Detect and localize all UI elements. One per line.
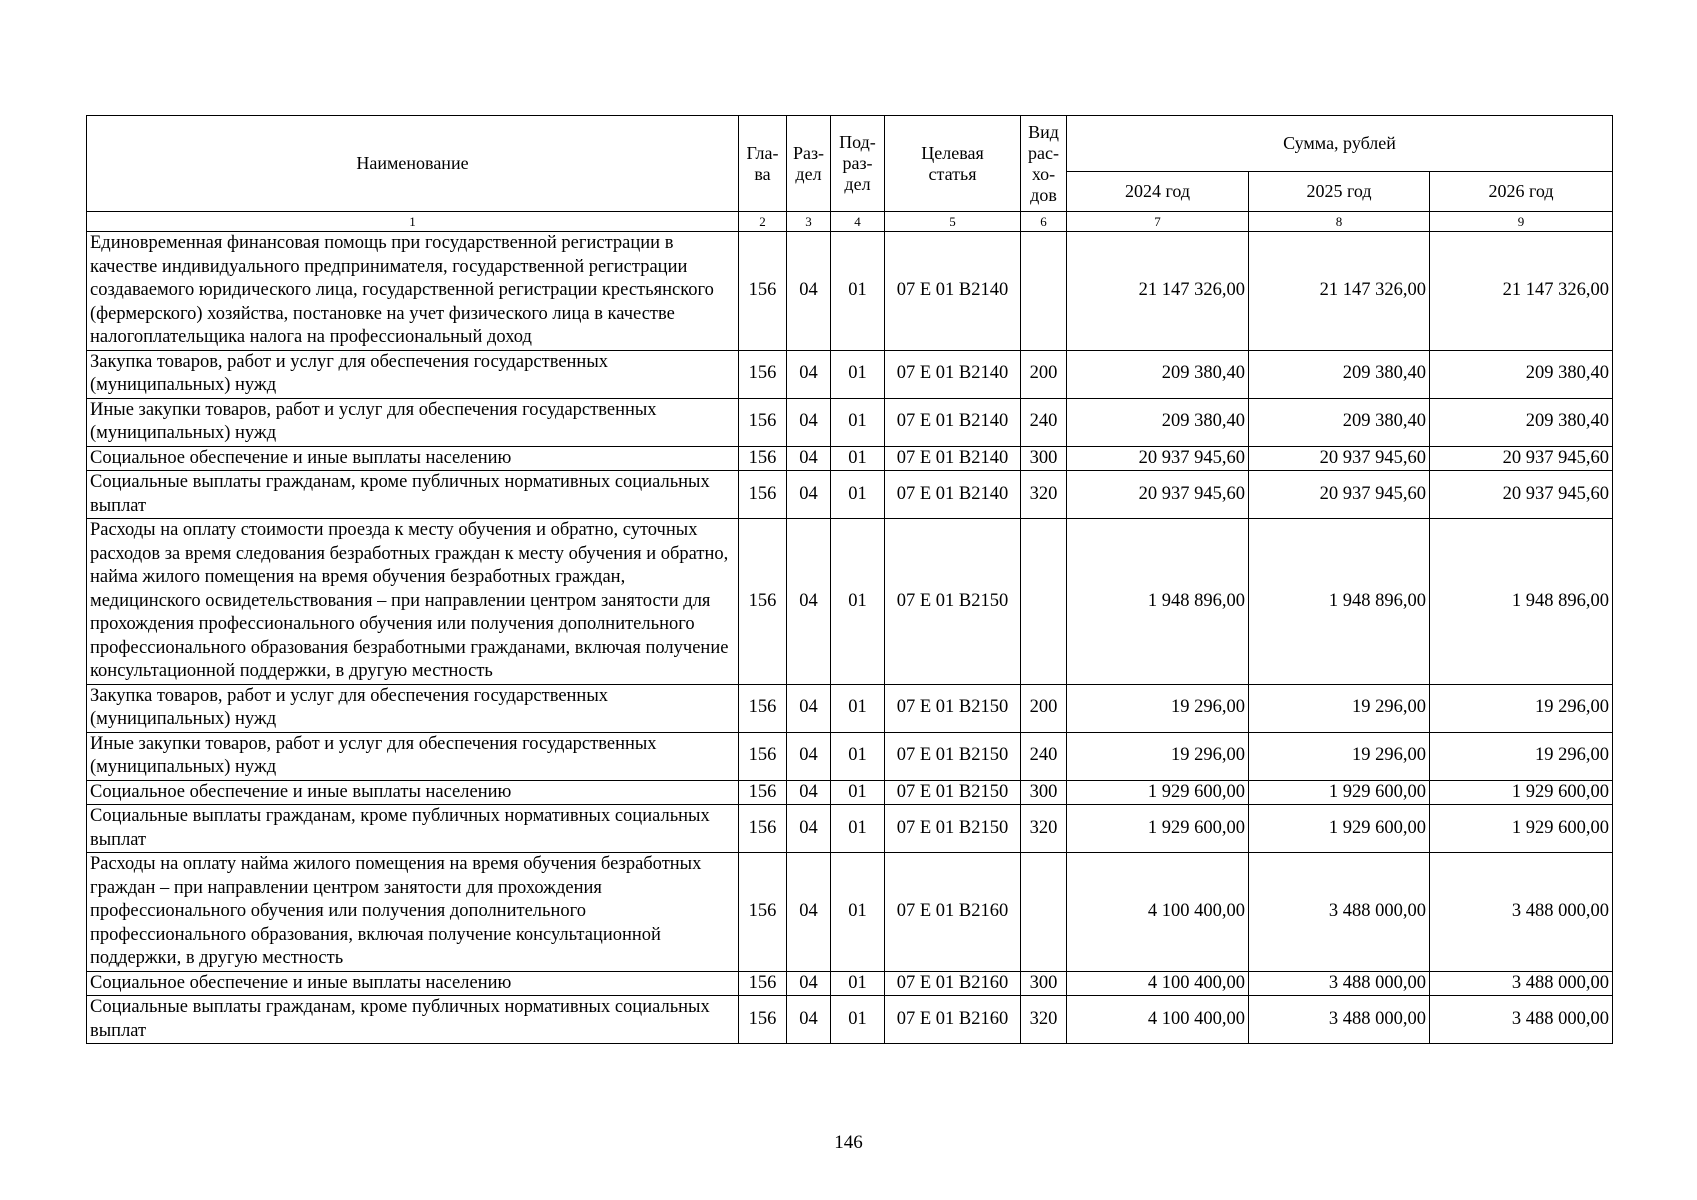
- row-sum-2024: 1 948 896,00: [1067, 519, 1249, 685]
- header-line: Раз-: [792, 142, 825, 163]
- row-section: 04: [787, 805, 831, 853]
- table-row: [87, 398, 1613, 446]
- row-sum-2025: 21 147 326,00: [1249, 232, 1430, 351]
- row-target-article: 07 Е 01 В2150: [885, 780, 1021, 805]
- header-line: дел: [795, 163, 822, 184]
- row-chapter: 156: [739, 684, 787, 732]
- header-expense-type: [1021, 116, 1067, 212]
- row-section: 04: [787, 780, 831, 805]
- row-sum-2025: 20 937 945,60: [1249, 446, 1430, 471]
- row-name: Закупка товаров, работ и услуг для обеспечения государственных (муниципальных) нужд: [87, 684, 739, 732]
- row-subsection: 01: [831, 519, 885, 685]
- row-sum-2024: 4 100 400,00: [1067, 996, 1249, 1044]
- row-name: Социальные выплаты гражданам, кроме публичных нормативных социальных выплат: [87, 805, 739, 853]
- row-sum-2026: 209 380,40: [1430, 350, 1613, 398]
- budget-table: [86, 115, 1613, 1044]
- row-sum-2024: 209 380,40: [1067, 398, 1249, 446]
- row-subsection: 01: [831, 446, 885, 471]
- header-expense-type-label: [1022, 122, 1065, 206]
- row-expense-type: [1021, 853, 1067, 972]
- header-line: Гла-: [746, 142, 779, 163]
- row-sum-2026: 1 948 896,00: [1430, 519, 1613, 685]
- row-section: 04: [787, 232, 831, 351]
- row-expense-type: [1021, 519, 1067, 685]
- row-sum-2026: 19 296,00: [1430, 684, 1613, 732]
- column-number: 7: [1067, 212, 1249, 232]
- row-name: Социальное обеспечение и иные выплаты населению: [87, 971, 739, 996]
- row-sum-2025: 1 929 600,00: [1249, 805, 1430, 853]
- header-sum-group: Сумма, рублей: [1067, 116, 1613, 172]
- row-target-article: 07 Е 01 В2140: [885, 446, 1021, 471]
- header-line: дов: [1030, 184, 1057, 205]
- row-target-article: 07 Е 01 В2150: [885, 732, 1021, 780]
- row-sum-2024: 20 937 945,60: [1067, 471, 1249, 519]
- column-number: 4: [831, 212, 885, 232]
- row-subsection: 01: [831, 780, 885, 805]
- row-subsection: 01: [831, 853, 885, 972]
- row-expense-type: 240: [1021, 398, 1067, 446]
- row-chapter: 156: [739, 732, 787, 780]
- row-chapter: 156: [739, 853, 787, 972]
- column-number: 9: [1430, 212, 1613, 232]
- row-target-article: 07 Е 01 В2160: [885, 853, 1021, 972]
- table-row: [87, 446, 1613, 471]
- row-target-article: 07 Е 01 В2160: [885, 971, 1021, 996]
- row-expense-type: 320: [1021, 996, 1067, 1044]
- row-subsection: 01: [831, 971, 885, 996]
- row-section: 04: [787, 398, 831, 446]
- row-sum-2025: 209 380,40: [1249, 350, 1430, 398]
- row-chapter: 156: [739, 350, 787, 398]
- header-line: раз-: [842, 153, 873, 173]
- row-sum-2026: 19 296,00: [1430, 732, 1613, 780]
- row-expense-type: 300: [1021, 446, 1067, 471]
- row-target-article: 07 Е 01 В2150: [885, 519, 1021, 685]
- table-row: [87, 232, 1613, 351]
- row-chapter: 156: [739, 780, 787, 805]
- row-subsection: 01: [831, 732, 885, 780]
- table-row: [87, 350, 1613, 398]
- header-chapter: [739, 116, 787, 212]
- row-target-article: 07 Е 01 В2140: [885, 232, 1021, 351]
- row-chapter: 156: [739, 398, 787, 446]
- row-sum-2024: 1 929 600,00: [1067, 780, 1249, 805]
- header-target-label: [888, 143, 1017, 185]
- column-number: 2: [739, 212, 787, 232]
- row-subsection: 01: [831, 996, 885, 1044]
- row-sum-2024: 19 296,00: [1067, 684, 1249, 732]
- header-year-2025: 2025 год: [1249, 172, 1430, 212]
- table-row: [87, 805, 1613, 853]
- row-expense-type: 240: [1021, 732, 1067, 780]
- row-section: 04: [787, 446, 831, 471]
- column-number: 1: [87, 212, 739, 232]
- row-sum-2026: 209 380,40: [1430, 398, 1613, 446]
- row-sum-2025: 3 488 000,00: [1249, 996, 1430, 1044]
- row-name: Закупка товаров, работ и услуг для обеспечения государственных (муниципальных) нужд: [87, 350, 739, 398]
- row-expense-type: 300: [1021, 971, 1067, 996]
- row-subsection: 01: [831, 398, 885, 446]
- header-year-2024: 2024 год: [1067, 172, 1249, 212]
- row-sum-2026: 3 488 000,00: [1430, 996, 1613, 1044]
- row-sum-2024: 19 296,00: [1067, 732, 1249, 780]
- row-expense-type: 300: [1021, 780, 1067, 805]
- row-sum-2025: 19 296,00: [1249, 732, 1430, 780]
- column-number: 3: [787, 212, 831, 232]
- header-line: статья: [928, 163, 977, 184]
- row-sum-2025: 3 488 000,00: [1249, 853, 1430, 972]
- header-target-article: [885, 116, 1021, 212]
- row-chapter: 156: [739, 519, 787, 685]
- header-year-2026: 2026 год: [1430, 172, 1613, 212]
- row-section: 04: [787, 996, 831, 1044]
- row-expense-type: [1021, 232, 1067, 351]
- header-name: Наименование: [87, 116, 739, 212]
- row-sum-2024: 4 100 400,00: [1067, 853, 1249, 972]
- row-name: Социальное обеспечение и иные выплаты населению: [87, 446, 739, 471]
- row-name: Расходы на оплату стоимости проезда к месту обучения и обратно, суточных расходов за время следования безработных граждан к месту обучения и обратно, найма жилого помещения на время обучения безработных граждан, медицинского освидетельствования – при направлении центром занятости для прохождения профессионального обучения или получения дополнительного профессионального образования безработными гражданами, включая получение консультационной поддержки, в другую местность: [87, 519, 739, 685]
- row-name: Социальные выплаты гражданам, кроме публичных нормативных социальных выплат: [87, 996, 739, 1044]
- column-number: 5: [885, 212, 1021, 232]
- row-section: 04: [787, 471, 831, 519]
- row-sum-2025: 3 488 000,00: [1249, 971, 1430, 996]
- row-name: Социальные выплаты гражданам, кроме публичных нормативных социальных выплат: [87, 471, 739, 519]
- row-sum-2024: 4 100 400,00: [1067, 971, 1249, 996]
- row-chapter: 156: [739, 446, 787, 471]
- row-sum-2024: 209 380,40: [1067, 350, 1249, 398]
- row-chapter: 156: [739, 805, 787, 853]
- row-subsection: 01: [831, 684, 885, 732]
- row-sum-2026: 20 937 945,60: [1430, 446, 1613, 471]
- row-sum-2026: 1 929 600,00: [1430, 780, 1613, 805]
- row-name: Единовременная финансовая помощь при государственной регистрации в качестве индивидуального предпринимателя, государственной регистрации создаваемого юридического лица, государственной регистрации крестьянского (фермерского) хозяйства, постановке на учет физического лица в качестве налогоплательщика налога на профессиональный доход: [87, 232, 739, 351]
- row-subsection: 01: [831, 805, 885, 853]
- row-sum-2026: 20 937 945,60: [1430, 471, 1613, 519]
- row-target-article: 07 Е 01 В2150: [885, 805, 1021, 853]
- row-section: 04: [787, 732, 831, 780]
- header-line: Вид рас-: [1028, 121, 1059, 163]
- row-subsection: 01: [831, 471, 885, 519]
- row-expense-type: 200: [1021, 350, 1067, 398]
- table-body: [87, 232, 1613, 1044]
- row-target-article: 07 Е 01 В2140: [885, 471, 1021, 519]
- row-name: Иные закупки товаров, работ и услуг для обеспечения государственных (муниципальных) нужд: [87, 732, 739, 780]
- row-sum-2024: 1 929 600,00: [1067, 805, 1249, 853]
- header-chapter-label: [740, 143, 785, 185]
- table-row: [87, 732, 1613, 780]
- row-expense-type: 200: [1021, 684, 1067, 732]
- row-sum-2025: 20 937 945,60: [1249, 471, 1430, 519]
- row-name: Иные закупки товаров, работ и услуг для обеспечения государственных (муниципальных) нужд: [87, 398, 739, 446]
- row-subsection: 01: [831, 232, 885, 351]
- table-row: [87, 853, 1613, 972]
- header-line: хо-: [1031, 163, 1056, 184]
- row-target-article: 07 Е 01 В2140: [885, 350, 1021, 398]
- row-expense-type: 320: [1021, 471, 1067, 519]
- table-row: [87, 996, 1613, 1044]
- column-number: 6: [1021, 212, 1067, 232]
- row-chapter: 156: [739, 971, 787, 996]
- row-sum-2026: 3 488 000,00: [1430, 971, 1613, 996]
- row-section: 04: [787, 853, 831, 972]
- header-line: ва: [754, 163, 771, 184]
- column-number: 8: [1249, 212, 1430, 232]
- table-row: [87, 780, 1613, 805]
- row-target-article: 07 Е 01 В2150: [885, 684, 1021, 732]
- row-chapter: 156: [739, 471, 787, 519]
- page-number: 146: [834, 1132, 863, 1153]
- table-row: [87, 971, 1613, 996]
- row-sum-2024: 20 937 945,60: [1067, 446, 1249, 471]
- row-section: 04: [787, 684, 831, 732]
- row-target-article: 07 Е 01 В2160: [885, 996, 1021, 1044]
- row-sum-2026: 21 147 326,00: [1430, 232, 1613, 351]
- row-subsection: 01: [831, 350, 885, 398]
- row-sum-2025: 19 296,00: [1249, 684, 1430, 732]
- table-row: [87, 519, 1613, 685]
- row-sum-2024: 21 147 326,00: [1067, 232, 1249, 351]
- row-target-article: 07 Е 01 В2140: [885, 398, 1021, 446]
- row-sum-2025: 209 380,40: [1249, 398, 1430, 446]
- row-sum-2025: 1 929 600,00: [1249, 780, 1430, 805]
- row-chapter: 156: [739, 232, 787, 351]
- row-section: 04: [787, 971, 831, 996]
- row-section: 04: [787, 519, 831, 685]
- header-section: [787, 116, 831, 212]
- row-sum-2026: 3 488 000,00: [1430, 853, 1613, 972]
- row-sum-2026: 1 929 600,00: [1430, 805, 1613, 853]
- header-line: дел: [844, 174, 871, 194]
- header-line: Целевая: [921, 142, 984, 163]
- row-section: 04: [787, 350, 831, 398]
- header-line: Под-: [839, 132, 876, 152]
- header-subsection-label: [832, 132, 883, 195]
- row-expense-type: 320: [1021, 805, 1067, 853]
- row-sum-2025: 1 948 896,00: [1249, 519, 1430, 685]
- row-chapter: 156: [739, 996, 787, 1044]
- header-section-label: [788, 143, 829, 185]
- table-row: [87, 684, 1613, 732]
- column-numbers-row: [87, 212, 1613, 232]
- header-subsection: [831, 116, 885, 212]
- row-name: Расходы на оплату найма жилого помещения на время обучения безработных граждан – при направлении центром занятости для прохождения профессионального обучения или получения дополнительного профессионального образования, включая получение консультационной поддержки, в другую местность: [87, 853, 739, 972]
- table-row: [87, 471, 1613, 519]
- row-name: Социальное обеспечение и иные выплаты населению: [87, 780, 739, 805]
